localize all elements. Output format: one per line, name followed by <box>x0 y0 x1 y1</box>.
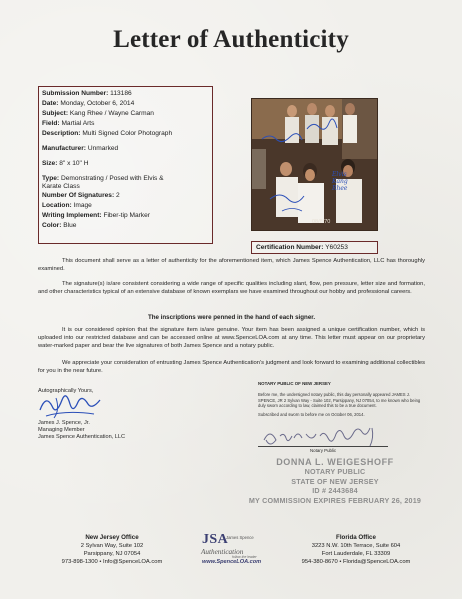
notary-signature <box>262 426 392 448</box>
detail-subject: Subject: Kang Rhee / Wayne Carman <box>42 110 154 117</box>
detail-num-signatures: Number Of Signatures: 2 <box>42 192 120 199</box>
detail-date: Date: Monday, October 6, 2014 <box>42 100 135 107</box>
paragraph-intro: This document shall serve as a letter of authenticity for the aforementioned item, which James Spence Authentication, LLC has thoroughly examined. <box>38 258 425 272</box>
detail-type-cont: Karate Class <box>42 183 80 190</box>
cert-value: Y60253 <box>325 244 348 251</box>
signed-photograph <box>251 98 378 231</box>
photo-inscription: Elvis Kang Rhee <box>332 171 348 192</box>
detail-location: Location: Image <box>42 202 92 209</box>
detail-size: Size: 8" x 10" H <box>42 160 89 167</box>
cert-label: Certification Number: <box>256 244 324 251</box>
website-link[interactable]: www.SpenceLOA.com <box>202 559 262 565</box>
jsa-logo: JSA James Spence Authentication follow the leader www.SpenceLOA.com <box>201 532 262 565</box>
paragraph-closing: We appreciate your consideration of entrusting James Spence Authentication's judgment and look forward to examining additional collectibles for you in the near future. <box>38 360 425 374</box>
page-title: Letter of Authenticity <box>113 26 349 53</box>
detail-submission: Submission Number: 113186 <box>42 90 132 97</box>
signer-company: James Spence Authentication, LLC <box>38 434 126 440</box>
paragraph-analysis: The signature(s) is/are consistent considering a wide range of specific qualities including slant, flow, pen pressure, letter size and formation, and other characteristics typical of an extensive database of known exemplars we have examined throughout our hobby and professional careers. <box>38 281 425 295</box>
james-spence-signature <box>36 390 106 422</box>
detail-color: Color: Blue <box>42 222 77 229</box>
item-details-box <box>38 86 213 244</box>
detail-type: Type: Demonstrating / Posed with Elvis & <box>42 175 164 182</box>
signer-name: James J. Spence, Jr. <box>38 420 90 426</box>
paragraph-opinion: It is our considered opinion that the signature item is/are genuine. Your item has been assigned a unique certification number, which is uploaded into our restricted database and can be accessed online at www.SpenceLOA.com at any time. This letter must appear on our proprietary water-marked paper and bear the live signatures of both James Spence and a notary public. <box>38 327 425 349</box>
detail-writing-implement: Writing Implement: Fiber-tip Marker <box>42 212 150 219</box>
notary-stamp: DONNA L. WEIGESHOFF NOTARY PUBLIC STATE OF NEW JERSEY ID # 2443684 MY COMMISSION EXPIRES FEBRUARY 26, 2019 <box>248 457 422 505</box>
detail-field: Field: Martial Arts <box>42 120 95 127</box>
detail-description: Description: Multi Signed Color Photograph <box>42 130 173 137</box>
notary-statement: Before me, the undersigned notary public, this day personally appeared JAMES J. SPENCE, JR 2 Sylvan Way - Suite 102, Parsippany, NJ 07054, to me known who being duly sworn according to law, claimed this to be a true document. Subscribed and sworn to before me on October 06, 2014. <box>258 392 421 417</box>
notary-heading: NOTARY PUBLIC OF NEW JERSEY <box>258 381 331 386</box>
photo-date-stamp: 08/8/70 <box>312 219 331 225</box>
detail-manufacturer: Manufacturer: Unmarked <box>42 145 119 152</box>
inscription-note: The inscriptions were penned in the hand of each signer. <box>147 314 316 321</box>
footer-fl-office: Florida Office 3223 N.W. 10th Terrace, Suite 604 Fort Lauderdale, FL 33309 954-380-8670 • Florida@SpenceLOA.com <box>301 534 411 565</box>
closing-salutation: Autographically Yours, <box>38 388 94 394</box>
photo-illustration <box>252 99 378 231</box>
certification-number-box <box>251 241 378 254</box>
notary-label: Notary Public <box>310 448 337 453</box>
signer-role: Managing Member <box>38 427 85 433</box>
footer-nj-office: New Jersey Office 2 Sylvan Way, Suite 102 Parsippany, NJ 07054 973-898-1300 • Info@SpenceLOA.com <box>61 534 163 565</box>
